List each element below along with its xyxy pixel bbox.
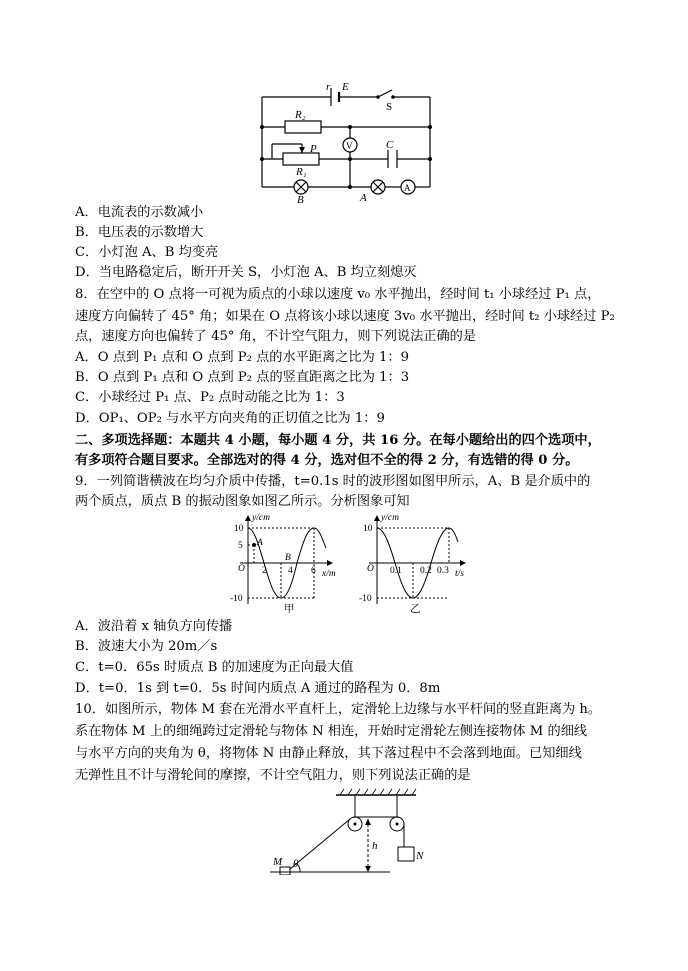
yi-xtick-02: 0.2 (420, 566, 432, 576)
jia-xtick-6: 6 (311, 566, 316, 576)
jia-point-B: B (285, 553, 291, 563)
jia-ytick-10: 10 (234, 524, 244, 534)
yi-caption: 乙 (410, 604, 421, 615)
label-A-meter: A (404, 183, 411, 193)
label-V: V (346, 141, 353, 151)
q9-option-b: B．波速大小为 20m／s (75, 639, 218, 654)
jia-ytick-5: 5 (238, 541, 243, 551)
q10-stem-line3: 与水平方向的夹角为 θ，将物体 N 由静止释放，其下落过程中不会落到地面。已知细线 (75, 746, 582, 761)
label-r: r (326, 81, 331, 93)
jia-ylabel: y/cm (252, 513, 270, 523)
label-M: M (273, 856, 283, 868)
yi-xlabel: t/s (455, 569, 464, 579)
q8-option-c: C．小球经过 P₁ 点、P₂ 点时动能之比为 1：3 (75, 390, 345, 405)
q7-option-b: B．电压表的示数增大 (75, 225, 204, 240)
yi-ylabel: y/cm (381, 513, 399, 523)
yi-xtick-01: 0.1 (390, 566, 402, 576)
jia-caption: 甲 (284, 604, 295, 615)
label-P: P (310, 143, 317, 155)
label-N: N (416, 850, 424, 862)
q10-stem-line1: 10．如图所示，物体 M 套在光滑水平直杆上，定滑轮上边缘与水平杆间的竖直距离为 h。 (75, 702, 602, 717)
label-B-lamp: B (297, 194, 304, 206)
q7-option-c: C．小灯泡 A、B 均变亮 (75, 245, 219, 260)
wave-graphs (0, 508, 688, 618)
q10-stem-line2: 系在物体 M 上的细绳跨过定滑轮与物体 N 相连，开始时定滑轮左侧连接物体 M 的细线 (75, 724, 588, 739)
label-R2: R₂ (295, 109, 306, 121)
jia-ytick-neg10: -10 (230, 594, 243, 604)
section2-heading-line2: 有多项符合题目要求。全部选对的得 4 分，选对但不全的得 2 分，有选错的得 0 分。 (75, 453, 579, 468)
q8-stem-line2: 速度方向偏转了 45° 角；如果在 O 点将该小球以速度 3v₀ 水平抛出，经时间 t₂ 小球经过 P₂ (75, 309, 615, 324)
q9-option-d: D．t=0．1s 到 t=0．5s 时间内质点 A 通过的路程为 0．8m (75, 681, 441, 696)
q7-option-a: A．电流表的示数减小 (75, 205, 204, 220)
q8-option-a: A．O 点到 P₁ 点和 O 点到 P₂ 点的水平距离之比为 1：9 (75, 350, 409, 365)
yi-ytick-O: O (367, 564, 374, 574)
jia-xlabel: x/m (322, 569, 336, 579)
circuit-diagram (0, 0, 688, 210)
label-C: C (386, 139, 394, 151)
label-h: h (372, 840, 378, 852)
q10-stem-line4: 无弹性且不计与滑轮间的摩擦，不计空气阻力，则下列说法正确的是 (75, 768, 471, 783)
q8-stem-line1: 8．在空中的 O 点将一可视为质点的小球以速度 v₀ 水平抛出，经时间 t₁ 小球经过 P₁ 点， (75, 287, 601, 302)
yi-ytick-10: 10 (363, 524, 373, 534)
jia-ytick-O: O (238, 564, 245, 574)
q8-stem-line3: 点，速度方向也偏转了 45° 角，不计空气阻力，则下列说法正确的是 (75, 329, 477, 344)
label-S: S (386, 101, 393, 113)
q9-option-c: C．t=0．65s 时质点 B 的加速度为正向最大值 (75, 660, 354, 675)
jia-xtick-4: 4 (288, 566, 293, 576)
q9-stem-line2: 两个质点，质点 B 的振动图象如图乙所示。分析图象可知 (75, 494, 410, 509)
label-theta: θ (293, 858, 299, 870)
yi-xtick-03: 0.3 (437, 566, 449, 576)
q9-option-a: A．波沿着 x 轴负方向传播 (75, 619, 233, 634)
q8-option-d: D．OP₁、OP₂ 与水平方向夹角的正切值之比为 1：9 (75, 411, 385, 426)
q8-option-b: B．O 点到 P₁ 点和 O 点到 P₂ 点的竖直距离之比为 1：3 (75, 370, 410, 385)
jia-xtick-2: 2 (262, 566, 267, 576)
jia-point-A: A (257, 538, 263, 548)
label-A-lamp: A (360, 192, 367, 204)
q7-option-d: D．当电路稳定后，断开开关 S，小灯泡 A、B 均立刻熄灭 (75, 265, 417, 280)
pulley-diagram (0, 785, 688, 875)
label-E: E (342, 81, 349, 93)
yi-ytick-neg10: -10 (359, 594, 372, 604)
section2-heading-line1: 二、多项选择题：本题共 4 小题，每小题 4 分，共 16 分。在每小题给出的四个选项中， (75, 433, 601, 448)
q9-stem-line1: 9．一列简谐横波在均匀介质中传播，t=0.1s 时的波形图如图甲所示，A、B 是介质中的 (75, 474, 591, 489)
label-R1: R₁ (296, 166, 307, 178)
